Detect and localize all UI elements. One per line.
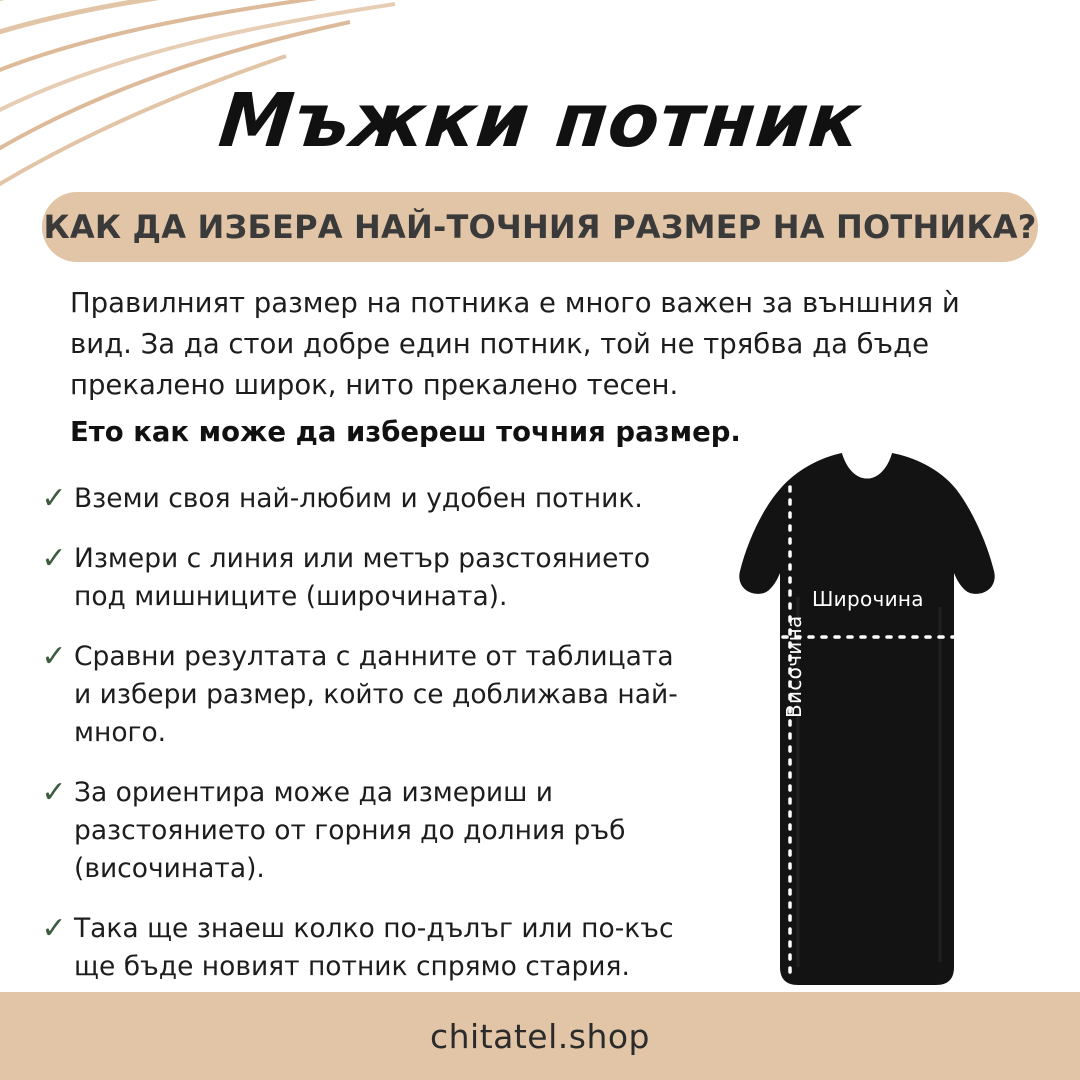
check-icon: ✓: [41, 639, 67, 674]
subtitle-banner: [42, 192, 1038, 262]
footer-bar: [0, 992, 1080, 1080]
list-item: [34, 540, 694, 616]
list-item-label: Сравни резултата с данните от таблицата и избери размер, който се доближава най-много.: [74, 641, 678, 748]
list-item: [34, 480, 694, 518]
intro-lead: Ето как може да избереш точния размер.: [70, 416, 741, 448]
width-label: Широчина: [812, 587, 924, 611]
page-title: Мъжки потник: [215, 78, 865, 164]
list-item-label: Вземи своя най-любим и удобен потник.: [74, 483, 643, 514]
list-item: [34, 774, 694, 888]
list-item: [34, 910, 694, 986]
product-image: [702, 447, 1032, 992]
check-icon: ✓: [41, 481, 67, 516]
list-item-label: Така ще знаеш колко по-дълъг или по-къс ще бъде новият потник спрямо стария.: [74, 913, 674, 982]
check-icon: ✓: [41, 911, 67, 946]
checklist: [34, 480, 694, 1008]
subtitle-banner-text: КАК ДА ИЗБЕРА НАЙ-ТОЧНИЯ РАЗМЕР НА ПОТНИКА?: [43, 208, 1037, 246]
list-item-label: Измери с линия или метър разстоянието под мишниците (широчината).: [74, 543, 651, 612]
list-item-label: За ориентира може да измериш и разстоянието от горния до долния ръб (височината).: [74, 777, 626, 884]
tank-top-illustration: [702, 447, 1032, 992]
site-url[interactable]: chitatel.shop: [429, 1016, 651, 1056]
intro-paragraph: Правилният размер на потника е много важен за външния ѝ вид. За да стои добре един потник, той не трябва да бъде прекалено широк, нито прекалено тесен.: [70, 287, 960, 401]
height-label: Височина: [782, 615, 806, 718]
list-item: [34, 638, 694, 752]
check-icon: ✓: [41, 775, 67, 810]
check-icon: ✓: [41, 541, 67, 576]
